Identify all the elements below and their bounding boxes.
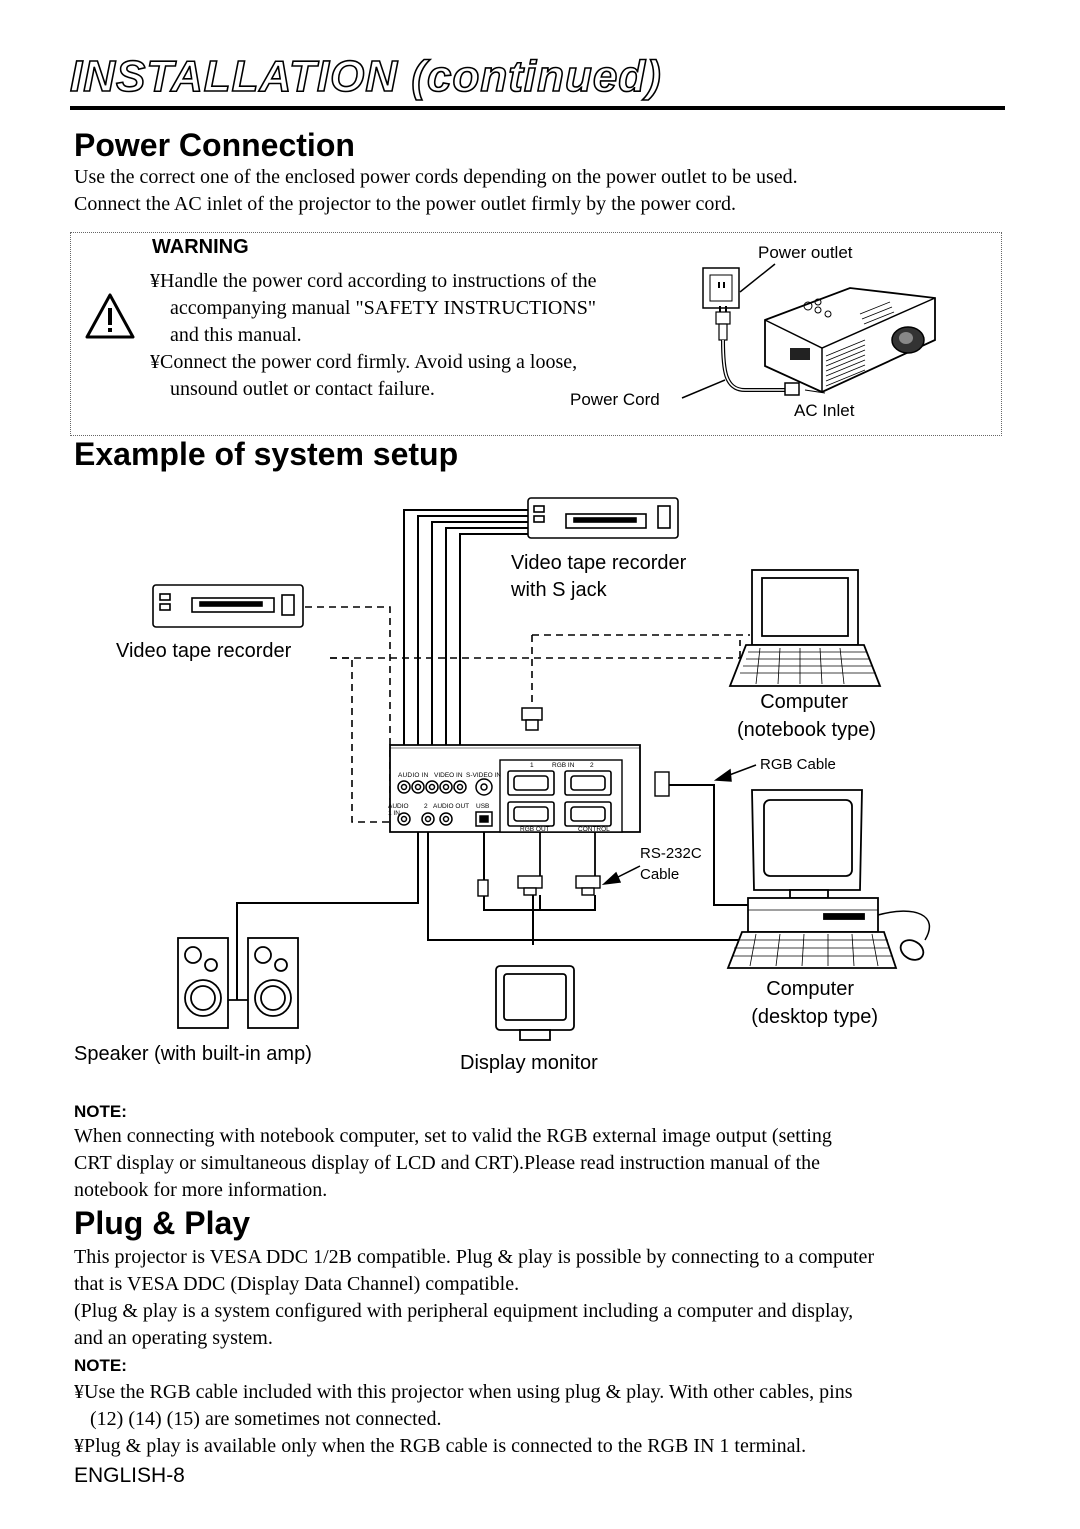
plug-icon [716, 306, 730, 340]
warning-line: and this manual. [170, 324, 302, 346]
system-setup-heading: Example of system setup [74, 436, 459, 472]
system-setup-note [74, 1123, 1014, 1204]
power-connection-intro [74, 164, 1014, 218]
notebook-computer-label [716, 688, 876, 744]
note-line: notebook for more information. [74, 1179, 328, 1201]
power-connection-heading: Power Connection [74, 127, 355, 163]
notebook-computer-label-line: (notebook type) [737, 719, 876, 741]
plug-and-play-heading: Plug & Play [74, 1205, 251, 1241]
warning-triangle-icon [84, 292, 136, 340]
projector-rear-panel-icon [390, 745, 640, 832]
plug-and-play-note [74, 1379, 1014, 1460]
vtr-s-jack-icon [528, 498, 678, 538]
panel-label-rgb-out: RGB OUT [520, 826, 550, 833]
pnp-note-line: ¥Plug & play is available only when the RGB cable is connected to the RGB IN 1 terminal. [74, 1435, 807, 1457]
display-monitor-label: Display monitor [460, 1052, 598, 1074]
warning-line: ¥Handle the power cord according to instructions of the [150, 270, 597, 292]
notebook-computer-label-line: Computer [760, 691, 848, 713]
warning-line: unsound outlet or contact failure. [170, 378, 435, 400]
rs232c-cable-label [640, 843, 702, 885]
warning-line: ¥Connect the power cord firmly. Avoid using a loose, [150, 351, 578, 373]
system-setup-note-title: NOTE: [74, 1102, 127, 1121]
header-rule [70, 106, 1005, 110]
panel-label-audio-1-in: AUDIO 1 IN [388, 803, 409, 817]
panel-label-usb: USB [476, 803, 490, 810]
panel-label-audio-out: AUDIO OUT [433, 803, 470, 810]
pnp-note-line: (12) (14) (15) are sometimes not connected. [90, 1408, 442, 1430]
warning-line: accompanying manual "SAFETY INSTRUCTIONS" [170, 297, 597, 319]
rs232c-cable-label-line: RS-232C [640, 845, 702, 862]
notebook-computer-icon [730, 570, 880, 686]
desktop-computer-label-line: (desktop type) [751, 1006, 878, 1028]
vtr-label: Video tape recorder [116, 640, 292, 662]
ac-inlet-label: AC Inlet [794, 401, 855, 420]
panel-label-rgb-in: RGB IN [552, 762, 575, 769]
intro-line: Use the correct one of the enclosed power cords depending on the power outlet to be used. [74, 166, 798, 188]
projector-icon [765, 288, 935, 392]
warning-title: WARNING [152, 236, 249, 258]
page-number: ENGLISH-8 [74, 1464, 185, 1487]
power-outlet-label: Power outlet [758, 243, 853, 262]
power-outlet-icon [703, 268, 739, 308]
vtr-icon [153, 585, 303, 627]
plug-and-play-line: This projector is VESA DDC 1/2B compatible. Plug & play is possible by connecting to a computer [74, 1246, 875, 1268]
panel-label-control: CONTROL [578, 826, 610, 833]
panel-label-rgb-in-2: 2 [590, 762, 594, 769]
plug-and-play-line: that is VESA DDC (Display Data Channel) compatible. [74, 1273, 520, 1295]
rs232c-cable-label-line: Cable [640, 866, 680, 883]
speaker-label: Speaker (with built-in amp) [74, 1043, 312, 1065]
vtr-s-jack-label-line: Video tape recorder [511, 552, 687, 574]
note-line: When connecting with notebook computer, set to valid the RGB external image output (setting [74, 1125, 832, 1147]
display-monitor-icon [496, 966, 574, 1040]
warning-text [150, 268, 597, 403]
desktop-computer-label [732, 975, 878, 1031]
panel-label-video-in: VIDEO IN [434, 772, 463, 779]
plug-and-play-line: (Plug & play is a system configured with peripheral equipment including a computer and display, [74, 1300, 854, 1322]
note-line: CRT display or simultaneous display of LCD and CRT).Please read instruction manual of the [74, 1152, 820, 1174]
rgb-cable-label: RGB Cable [760, 756, 836, 773]
plug-and-play-body [74, 1244, 1014, 1352]
panel-label-s-video-in: S-VIDEO IN [466, 772, 502, 779]
pnp-note-line: ¥Use the RGB cable included with this projector when using plug & play. With other cables, pins [74, 1381, 853, 1403]
intro-line: Connect the AC inlet of the projector to the power outlet firmly by the power cord. [74, 193, 737, 215]
desktop-computer-label-line: Computer [766, 978, 854, 1000]
panel-label-audio-in: AUDIO IN [398, 772, 429, 779]
vtr-s-jack-label [511, 550, 686, 604]
power-cord-label: Power Cord [570, 390, 660, 409]
panel-label-rgb-in-1: 1 [530, 762, 534, 769]
section-header-title: INSTALLATION (continued) [70, 52, 662, 101]
plug-and-play-note-title: NOTE: [74, 1356, 127, 1375]
plug-and-play-line: and an operating system. [74, 1327, 273, 1349]
vtr-s-jack-label-line: with S jack [511, 579, 607, 601]
panel-label-audio-2: 2 [424, 803, 428, 810]
desktop-computer-icon [728, 790, 929, 968]
